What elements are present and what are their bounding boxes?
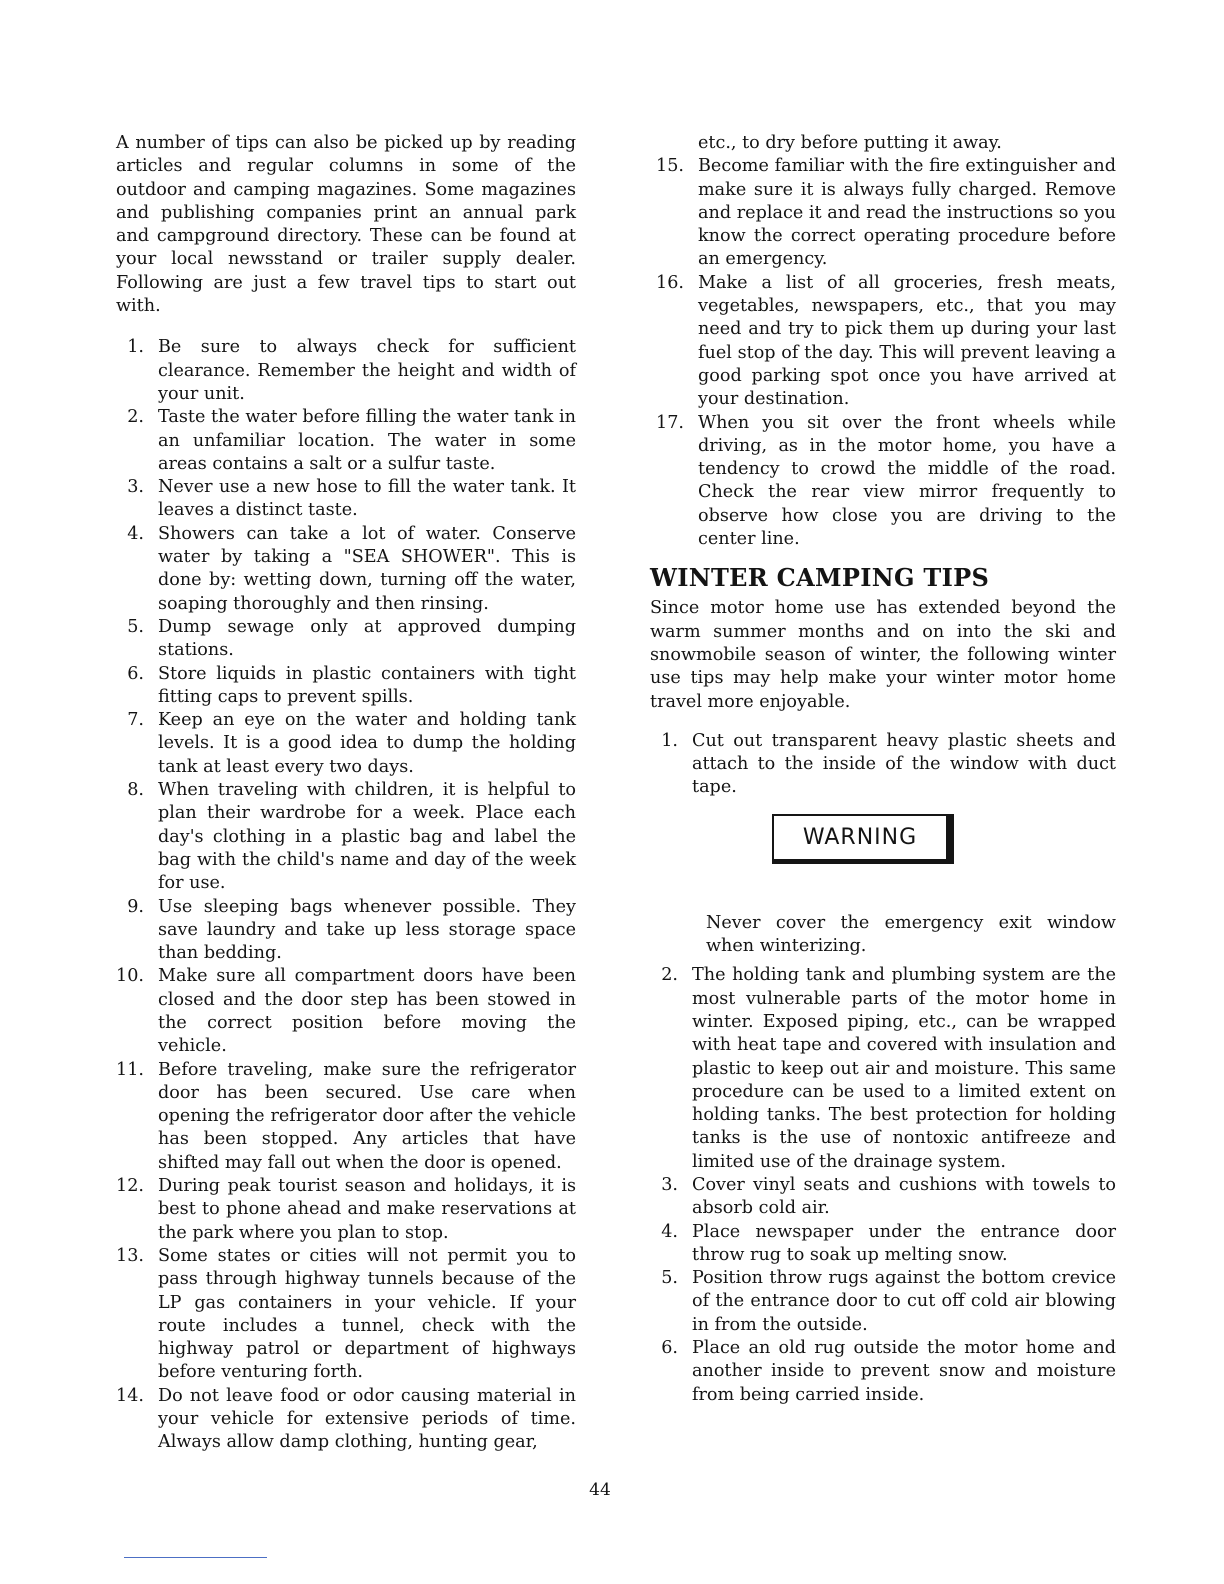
item-text: Be sure to always check for sufficient clearance. Remember the height and width of your unit. (158, 337, 576, 404)
warning-text: Never cover the emergency exit window when winterizing. (706, 912, 1116, 957)
item-number: 6. (127, 663, 144, 684)
section-heading: WINTER CAMPING TIPS (650, 563, 990, 593)
item-text: When you sit over the front wheels while driving, as in the motor home, you have a tendency to crowd the middle of the road. Check the rear view mirror frequently to observe how close you are driving to the center line. (698, 412, 1116, 550)
left-column (116, 132, 576, 1455)
item-text: Before traveling, make sure the refrigerator door has been secured. Use care when opening the refrigerator door after the vehicle has been stopped. Any articles that have shifted may fall out when the door is opened. (158, 1059, 576, 1173)
item-text: Make a list of all groceries, fresh meats, vegetables, newspapers, etc., that you may need and try to pick them up during your last fuel stop of the day. This will prevent leaving a good parking spot once you have arrived at your destination. (698, 272, 1116, 410)
footer-rule (124, 1557, 267, 1558)
list-item (650, 1174, 1116, 1221)
page-number: 44 (589, 1480, 611, 1500)
item-text: Showers can take a lot of water. Conserve water by taking a "SEA SHOWER". This is done by: wetting down, turning off the water, soaping thoroughly and then rinsing. (158, 523, 576, 614)
list-item (116, 896, 576, 966)
item-number: 11. (116, 1059, 144, 1080)
item-text: Cover vinyl seats and cushions with towels to absorb cold air. (692, 1174, 1116, 1219)
warning-label: WARNING (772, 814, 954, 864)
item-number: 4. (661, 1221, 678, 1242)
item-text: Some states or cities will not permit you to pass through highway tunnels because of the LP gas containers in your vehicle. If your route includes a tunnel, check with the highway patrol or department of highways before venturing forth. (158, 1245, 576, 1383)
item-number: 16. (656, 272, 684, 293)
winter-tips-list (650, 964, 1116, 1407)
list-item (650, 1337, 1116, 1407)
list-item (116, 406, 576, 476)
list-item (116, 1059, 576, 1175)
item-text: Position throw rugs against the bottom crevice of the entrance door to cut off cold air blowing in from the outside. (692, 1268, 1116, 1335)
item-text: Taste the water before filling the water tank in an unfamiliar location. The water in some areas contains a salt or a sulfur taste. (158, 407, 576, 474)
list-item (116, 616, 576, 663)
section-intro: Since motor home use has extended beyond the warm summer months and on into the ski and snowmobile season of winter, the following winter use tips may help make your winter motor home travel more enjoyable. (650, 598, 1116, 712)
item-text: Do not leave food or odor causing material in your vehicle for extensive periods of time. Always allow damp clothing, hunting gear, (158, 1385, 576, 1453)
list-item (116, 1385, 576, 1455)
intro-paragraph: A number of tips can also be picked up by reading articles and regular columns in some of the outdoor and camping magazines. Some magazines and publishing companies print an annual park and campground directory. These can be found at your local newsstand or trailer supply dealer. Following are just a few travel tips to start out with. (116, 133, 576, 317)
list-item (116, 336, 576, 406)
item-text: Place newspaper under the entrance door throw rug to soak up melting snow. (692, 1221, 1116, 1265)
list-item (650, 272, 1116, 412)
item-number: 10. (116, 966, 144, 987)
list-item (650, 155, 1116, 271)
item-number: 2. (661, 965, 678, 986)
item-number: 14. (116, 1385, 144, 1406)
list-item (116, 779, 576, 895)
item-text: Place an old rug outside the motor home and another inside to prevent snow and moisture from being carried inside. (692, 1338, 1116, 1405)
item-number: 6. (661, 1338, 678, 1359)
item-number: 3. (127, 477, 144, 498)
item-text: Become familiar with the fire extinguisher and make sure it is always fully charged. Remove and replace it and read the instructions so you know the correct operating procedure before an emergency. (698, 156, 1116, 270)
item-text: Never use a new hose to fill the water tank. It leaves a distinct taste. (158, 477, 576, 521)
item-text: Store liquids in plastic containers with tight fitting caps to prevent spills. (158, 663, 576, 707)
item-number: 8. (127, 780, 144, 801)
item-number: 5. (661, 1268, 678, 1289)
list-item (116, 1245, 576, 1385)
right-column (650, 132, 1116, 1407)
travel-tips-list (116, 336, 576, 1454)
item-number: 9. (127, 896, 144, 917)
item-number: 15. (656, 156, 684, 177)
list-item (650, 730, 1116, 800)
travel-tips-list-continued (650, 155, 1116, 551)
list-item (116, 1175, 576, 1245)
item-text: During peak tourist season and holidays, it is best to phone ahead and make reservations at the park where you plan to stop. (158, 1176, 576, 1243)
list-item (650, 1267, 1116, 1337)
item-text: Use sleeping bags whenever possible. They save laundry and take up less storage space than bedding. (158, 896, 576, 964)
item-number: 1. (127, 337, 144, 358)
item-number: 3. (661, 1174, 678, 1195)
item-text: Make sure all compartment doors have been closed and the door step has been stowed in the correct position before moving the vehicle. (158, 966, 576, 1057)
item-number: 2. (127, 407, 144, 428)
item-number: 7. (127, 710, 144, 731)
item-number: 5. (127, 616, 144, 637)
list-item (116, 663, 576, 710)
list-item (116, 523, 576, 616)
item-text: Keep an eye on the water and holding tank levels. It is a good idea to dump the holding tank at least every two days. (158, 710, 576, 777)
winter-tips-list-start (650, 730, 1116, 800)
item-number: 12. (116, 1176, 144, 1197)
list-item (650, 964, 1116, 1174)
warning-callout (650, 808, 1116, 906)
list-item (650, 412, 1116, 552)
item-number: 4. (127, 523, 144, 544)
list-item (116, 709, 576, 779)
continued-text: etc., to dry before putting it away. (698, 133, 1002, 153)
item-text: The holding tank and plumbing system are the most vulnerable parts of the motor home in winter. Exposed piping, etc., can be wrapped with heat tape and covered with insulation and plastic to keep out air and moisture. This same procedure can be used to a limited extent on holding tanks. The best protection for holding tanks is the use of nontoxic antifreeze and limited use of the drainage system. (692, 965, 1116, 1172)
item-number: 17. (656, 412, 684, 433)
list-item (650, 1221, 1116, 1268)
item-text: Dump sewage only at approved dumping stations. (158, 616, 576, 661)
item-text: When traveling with children, it is helpful to plan their wardrobe for a week. Place each day's clothing in a plastic bag and label the bag with the child's name and day of the week for use. (158, 780, 576, 894)
item-number: 1. (661, 730, 678, 751)
list-item (116, 965, 576, 1058)
item-number: 13. (116, 1245, 144, 1266)
item-text: Cut out transparent heavy plastic sheets and attach to the inside of the window with duct tape. (692, 730, 1116, 798)
list-item (116, 476, 576, 523)
